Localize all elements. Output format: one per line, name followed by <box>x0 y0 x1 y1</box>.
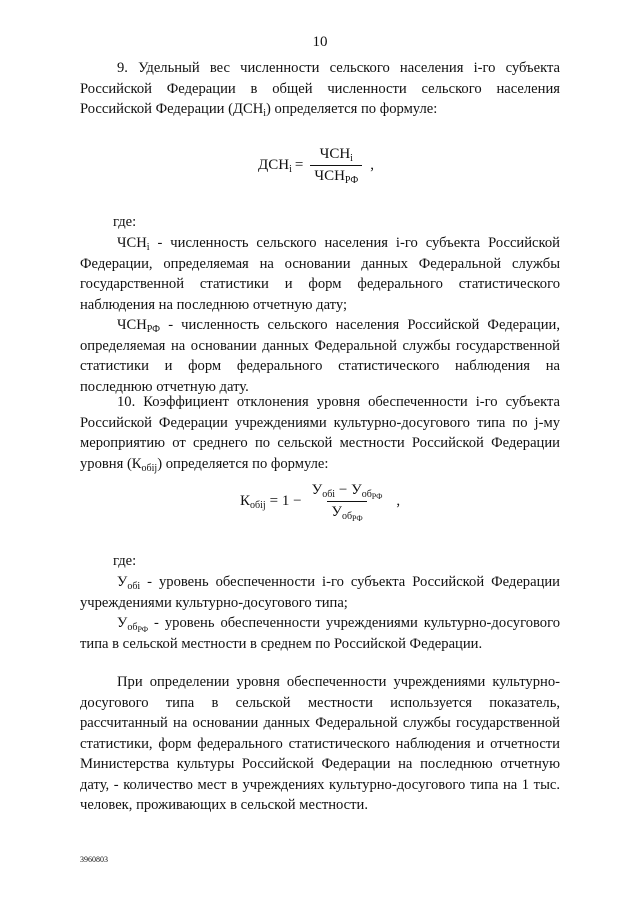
paragraph-10-end: ) определяется по формуле: <box>157 455 329 472</box>
definition-chsn-i <box>80 233 560 315</box>
formula-k-equals: = 1 − <box>269 493 302 509</box>
definition-chsn-rf-symbol: ЧСН <box>117 317 147 333</box>
paragraph-10-subscript: обij <box>141 462 158 474</box>
paragraph-9-subscript: i <box>263 108 267 119</box>
definition-u-obrf-text: - уровень обеспеченности учреждениями культурно-досугового типа в сельской местности в среднем по Российской Федерации. <box>80 615 560 652</box>
paragraph-9-end: ) определяется по формуле: <box>266 101 438 117</box>
formula-dsn-equals: = <box>294 157 304 173</box>
definition-chsn-rf-text: - численность сельского населения Российской Федерации, определяемая на основании данных Федеральной службы государственной статистики и форм федерального статистического наблюдения на последнюю отчетную дату. <box>80 317 560 395</box>
formula-dsn-comma: , <box>370 157 374 173</box>
formula-k-fraction <box>308 482 387 521</box>
definition-u-obi-subscript: обi <box>127 581 141 592</box>
formula-dsn-denominator: $ЧСН_{РФ}$ <box>310 165 362 185</box>
definition-u-obrf <box>80 613 560 654</box>
document-code: 3960803 <box>80 855 108 864</box>
definition-chsn-rf-subscript: РФ <box>146 324 161 335</box>
definition-chsn-i-text: - численность сельского населения i-го субъекта Российской Федерации, определяемая на основании данных Федеральной службы государственной статистики и форм федерального статистического наблюдения на последнюю отчетную дату; <box>80 235 560 313</box>
where-label-2: где: <box>113 553 137 569</box>
formula-dsn <box>258 146 374 185</box>
formula-k-numerator: $У_{обi} - У_{об_{РФ}}$ <box>311 482 383 501</box>
formula-k-comma: , <box>396 493 401 509</box>
where-label-1: где: <box>113 214 137 230</box>
formula-dsn-lhs: $ДСН_i$ <box>258 157 292 175</box>
definition-chsn-i-subscript: i <box>146 242 150 253</box>
definition-chsn-i-symbol: ЧСН <box>117 235 147 251</box>
paragraph-9 <box>80 58 560 120</box>
paragraph-10 <box>80 392 560 474</box>
final-paragraph: При определении уровня обеспеченности учреждениями культурно-досугового типа в сельской местности используется показатель, рассчитанный на основании данных Федеральной службы государственной статистики, форм федерального статистического наблюдения и отчетности Министерства культуры Российской Федерации на последнюю отчетную дату, - количество мест в учреждениях культурно-досугового типа на 1 тыс. человек, проживающих в сельской местности. <box>80 674 560 813</box>
paragraph-9-text: 9. Удельный вес численности сельского населения i-го субъекта Российской Федерации в общей численности сельского населения Российской Федерации (ДСН <box>80 60 560 117</box>
paragraph-10-text: 10. Коэффициент отклонения уровня обеспеченности i-го субъекта Российской Федерации учреждениями культурно-досугового типа по j-му мероприятию от среднего по сельской местности Российской Федерации уровня (К <box>80 394 560 472</box>
definition-u-obi-symbol: У <box>117 574 128 590</box>
formula-dsn-numerator: $ЧСН_i$ <box>319 146 353 164</box>
formula-k <box>240 482 400 521</box>
definition-u-obrf-subsubscript: РФ <box>137 625 149 634</box>
definition-u-obrf-symbol: У <box>117 615 128 631</box>
page-number: 10 <box>312 34 328 50</box>
definition-u-obi-text: - уровень обеспеченности i-го субъекта Российской Федерации учреждениями культурно-досугового типа; <box>80 574 560 611</box>
definition-u-obrf-subscript: об <box>127 622 138 633</box>
formula-k-lhs: $К_{обij}$ <box>240 493 266 511</box>
definition-u-obi <box>80 572 560 613</box>
definition-chsn-rf <box>80 315 560 397</box>
formula-k-denominator: $У_{об_{РФ}}$ <box>327 501 366 521</box>
formula-dsn-fraction <box>310 146 362 185</box>
